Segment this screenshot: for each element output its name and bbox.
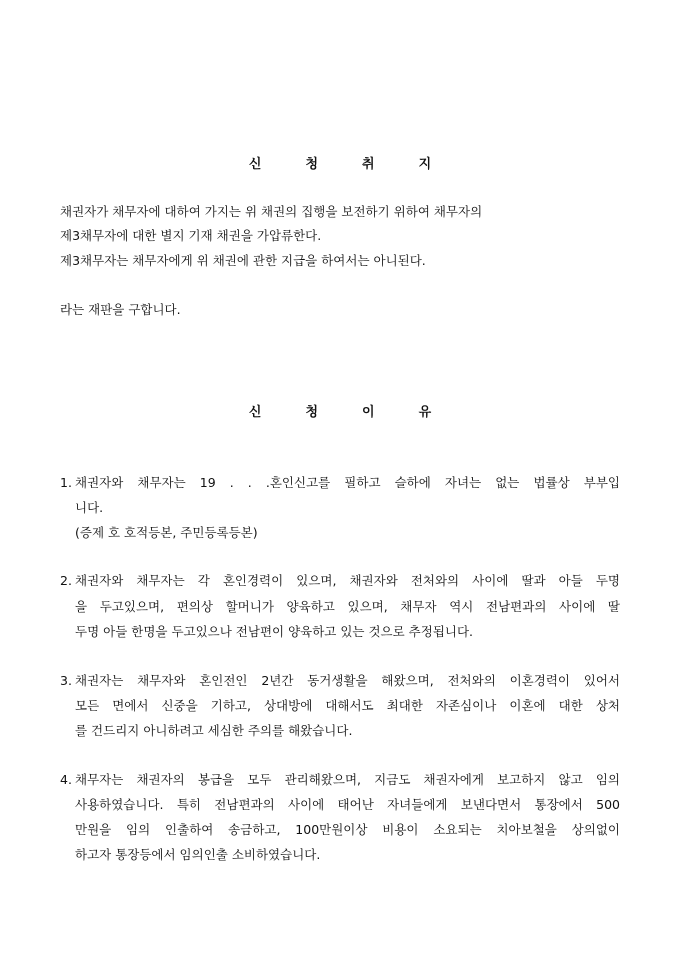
reason-number: 1. <box>60 475 72 490</box>
heading-char: 유 <box>418 405 432 420</box>
purpose-heading <box>0 153 680 172</box>
reason-line: 만원을 임의 인출하여 송금하고, 100만원이상 비용이 소요되는 치아보철을 상의없이 <box>75 822 620 837</box>
heading-char: 이 <box>362 405 375 420</box>
reasons-heading <box>0 401 680 420</box>
reason-number: 3. <box>60 673 72 688</box>
heading-char: 신 <box>248 157 262 172</box>
reason-line: 채권자는 채무자와 혼인전인 2년간 동거생활을 해왔으며, 전처와의 이혼경력이 있어서 <box>75 673 620 688</box>
heading-char: 신 <box>248 405 262 420</box>
reason-line: 두명 아들 한명을 두고있으나 전남편이 양육하고 있는 것으로 추정됩니다. <box>75 624 474 639</box>
reason-line: 하고자 통장등에서 임의인출 소비하였습니다. <box>75 847 321 862</box>
reason-line: 채권자와 채무자는 19 . . .혼인신고를 필하고 슬하에 자녀는 없는 법률상 부부입 <box>75 475 620 490</box>
heading-char: 청 <box>305 157 318 172</box>
purpose-line: 제3채무자는 채무자에게 위 채권에 관한 지급을 하여서는 아니된다. <box>60 253 426 268</box>
reason-line: 를 건드리지 아니하려고 세심한 주의를 해왔습니다. <box>75 723 353 738</box>
reason-line: 채권자와 채무자는 각 혼인경력이 있으며, 채권자와 전처와의 사이에 딸과 아들 두명 <box>75 573 620 588</box>
reason-number: 2. <box>60 573 72 588</box>
reason-line: (증제 호 호적등본, 주민등록등본) <box>75 525 258 540</box>
reason-number: 4. <box>60 772 72 787</box>
reason-line: 니다. <box>75 500 104 515</box>
heading-char: 청 <box>305 405 318 420</box>
purpose-line: 채권자가 채무자에 대하여 가지는 위 채권의 집행을 보전하기 위하여 채무자의 <box>60 204 483 219</box>
heading-char: 취 <box>362 157 375 172</box>
reason-line: 을 두고있으며, 편의상 할머니가 양육하고 있으며, 채무자 역시 전남편과의 사이에 딸 <box>75 599 620 614</box>
reason-line: 채무자는 채권자의 봉급을 모두 관리해왔으며, 지금도 채권자에게 보고하지 않고 임의 <box>75 772 620 787</box>
purpose-line: 제3채무자에 대한 별지 기재 채권을 가압류한다. <box>60 228 322 243</box>
heading-char: 지 <box>418 157 432 172</box>
reason-line: 모든 면에서 신중을 기하고, 상대방에 대해서도 최대한 자존심이나 이혼에 대한 상처 <box>75 698 620 713</box>
purpose-closing: 라는 재판을 구합니다. <box>60 302 181 317</box>
reason-line: 사용하였습니다. 특히 전남편과의 사이에 태어난 자녀들에게 보낸다면서 통장에서 500 <box>75 797 620 812</box>
